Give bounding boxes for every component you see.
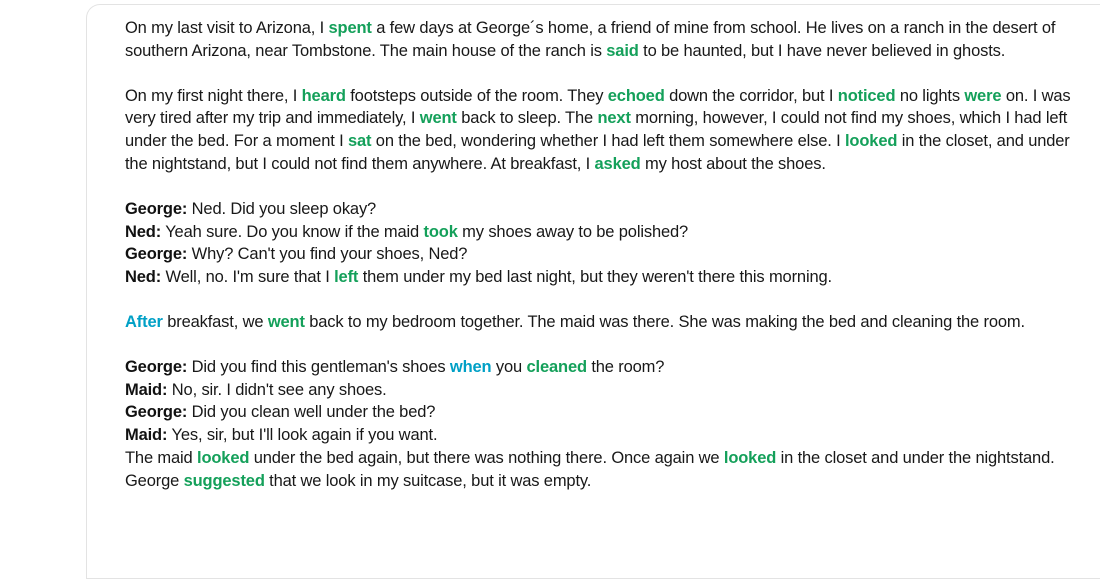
- text-segment: morning, however, I could not find my shoes, which I had left under the bed. For a moment I: [125, 109, 1068, 151]
- story-paragraph: [125, 85, 1086, 176]
- story-paragraph: [125, 17, 1086, 63]
- dialogue-speaker: Maid:: [125, 380, 168, 399]
- text-segment: the room?: [586, 357, 665, 376]
- dialogue-line: [125, 221, 1086, 244]
- dialogue-line: [125, 266, 1086, 289]
- text-segment: in the closet, and under the nightstand, but I could not find them anywhere. At breakfast, I: [125, 132, 1070, 173]
- highlighted-word-green[interactable]: asked: [594, 154, 641, 173]
- highlighted-word-green[interactable]: were: [964, 86, 1002, 105]
- text-segment: Yeah sure. Do you know if the maid: [161, 222, 424, 241]
- text-segment: Did you clean well under the bed?: [187, 403, 436, 422]
- highlighted-word-green[interactable]: went: [419, 109, 457, 128]
- text-segment: Well, no. I'm sure that I: [161, 268, 335, 287]
- dialogue-line: [125, 424, 1086, 447]
- dialogue-line: [125, 356, 1086, 379]
- text-segment: Yes, sir, but I'll look again if you want.: [167, 426, 438, 445]
- dialogue-line: [125, 379, 1086, 402]
- text-segment: on the bed, wondering whether I had left them somewhere else. I: [371, 132, 845, 151]
- dialogue-block: [125, 356, 1086, 493]
- dialogue-speaker: George:: [125, 357, 188, 376]
- text-segment: footsteps outside of the room. They: [345, 86, 608, 105]
- dialogue-speaker: George:: [125, 403, 188, 422]
- dialogue-line: [125, 198, 1086, 221]
- dialogue-speaker: Ned:: [125, 268, 162, 287]
- story-paragraph: [125, 311, 1086, 334]
- text-segment: Did you find this gentleman's shoes: [187, 357, 450, 376]
- highlighted-word-green[interactable]: sat: [347, 132, 372, 151]
- highlighted-word-green[interactable]: looked: [197, 448, 250, 467]
- dialogue-speaker: George:: [125, 199, 188, 218]
- text-segment: on. I was very tired after my trip and immediately, I: [125, 86, 1071, 128]
- dialogue-line: [125, 447, 1086, 493]
- highlighted-word-green[interactable]: spent: [328, 19, 372, 37]
- highlighted-word-green[interactable]: cleaned: [526, 357, 587, 376]
- text-segment: under the bed again, but there was nothing there. Once again we: [249, 448, 724, 467]
- text-segment: Ned. Did you sleep okay?: [187, 199, 377, 218]
- text-segment: back to sleep. The: [456, 109, 598, 128]
- highlighted-word-blue[interactable]: After: [125, 312, 163, 331]
- highlighted-word-green[interactable]: next: [597, 109, 631, 128]
- text-segment: a few days at George´s home, a friend of mine from school. He lives on a ranch in the desert of southern Arizona, near Tombstone. The main house of the ranch is: [125, 19, 1056, 60]
- text-segment: down the corridor, but I: [664, 86, 838, 105]
- highlighted-word-green[interactable]: echoed: [607, 86, 665, 105]
- text-segment: breakfast, we: [162, 312, 268, 331]
- highlighted-word-green[interactable]: said: [606, 41, 639, 60]
- highlighted-word-green[interactable]: noticed: [837, 86, 896, 105]
- highlighted-word-green[interactable]: took: [423, 222, 458, 241]
- highlighted-word-green[interactable]: looked: [845, 132, 898, 151]
- text-segment: my shoes away to be polished?: [457, 222, 689, 241]
- text-segment: to be haunted, but I have never believed in ghosts.: [638, 41, 1006, 60]
- dialogue-speaker: George:: [125, 245, 188, 264]
- text-segment: that we look in my suitcase, but it was empty.: [264, 471, 592, 490]
- text-segment: no lights: [895, 86, 965, 105]
- text-segment: back to my bedroom together. The maid was there. She was making the bed and cleaning the room.: [304, 312, 1025, 331]
- reading-card: [86, 4, 1100, 579]
- highlighted-word-green[interactable]: went: [267, 312, 305, 331]
- dialogue-line: [125, 401, 1086, 424]
- highlighted-word-green[interactable]: suggested: [183, 471, 265, 490]
- highlighted-word-green[interactable]: looked: [723, 448, 777, 467]
- dialogue-line: [125, 243, 1086, 266]
- text-segment: On my last visit to Arizona, I: [125, 19, 329, 37]
- text-segment: them under my bed last night, but they weren't there this morning.: [358, 268, 832, 287]
- text-segment: you: [491, 357, 527, 376]
- text-segment: On my first night there, I: [125, 86, 302, 105]
- text-segment: No, sir. I didn't see any shoes.: [167, 380, 387, 399]
- highlighted-word-green[interactable]: heard: [301, 86, 346, 105]
- highlighted-word-blue[interactable]: when: [449, 357, 492, 376]
- text-segment: Why? Can't you find your shoes, Ned?: [187, 245, 468, 264]
- dialogue-block: [125, 198, 1086, 289]
- story-text-container: [87, 5, 1100, 493]
- dialogue-speaker: Maid:: [125, 426, 168, 445]
- text-segment: The maid: [125, 448, 198, 467]
- text-segment: in the closet and under the nightstand. George: [125, 448, 1055, 490]
- text-segment: my host about the shoes.: [640, 154, 826, 173]
- highlighted-word-green[interactable]: left: [334, 268, 359, 287]
- dialogue-speaker: Ned:: [125, 222, 162, 241]
